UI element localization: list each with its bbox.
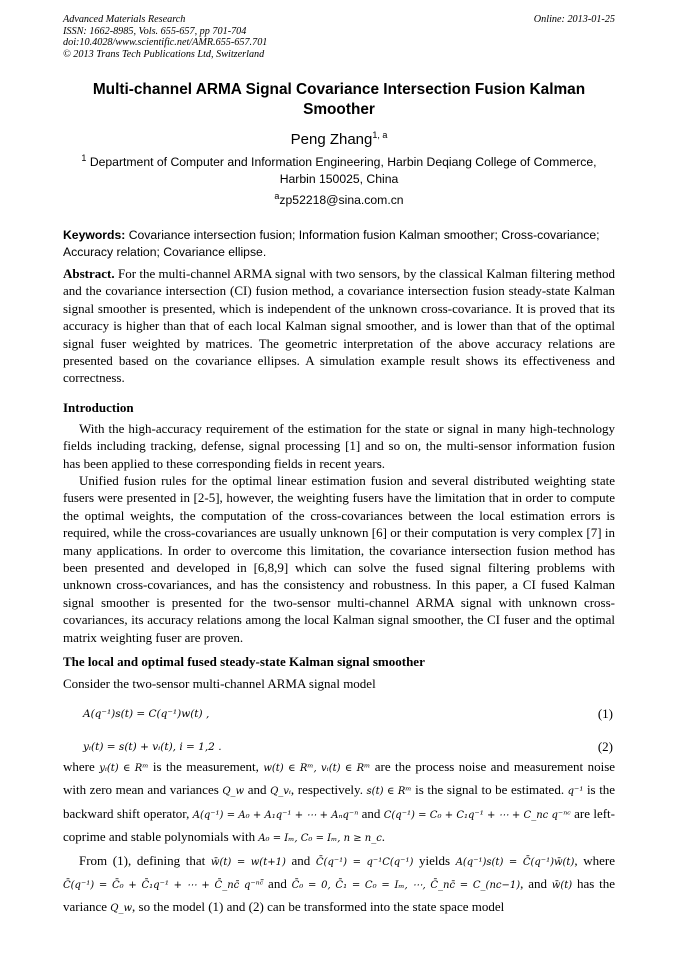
text-fragment: and xyxy=(291,852,311,868)
affiliation xyxy=(63,154,615,188)
text-fragment: has the variance xyxy=(63,876,616,915)
intro-paragraph-1: With the high-accuracy requirement of the estimation for the state or signal in many high-technology fields including tracking, defense, signal processing [1] and so on, the multi-sensor information fusion has been applied to these corresponding fields in recent years. xyxy=(63,421,615,471)
text-fragment: and xyxy=(247,782,267,798)
text-fragment: , xyxy=(574,852,578,868)
math-cbar: C̄(q⁻¹) = q⁻¹C(q⁻¹) xyxy=(315,856,414,868)
text-fragment: where xyxy=(63,759,95,774)
math-a-poly: A(q⁻¹) = A₀ + A₁q⁻¹ + ⋯ + Aₙq⁻ⁿ xyxy=(192,809,359,821)
math-qw: Q_w xyxy=(222,786,245,798)
math-signal: s(t) ∈ Rᵐ xyxy=(366,786,412,798)
journal-name: Advanced Materials Research xyxy=(63,14,186,25)
math-initial: A₀ = Iₘ, C₀ = Iₘ, n ≥ n_c xyxy=(258,833,382,845)
text-fragment: where xyxy=(583,852,615,868)
math-c-poly: C(q⁻¹) = C₀ + C₁q⁻¹ + ⋯ + C_nc q⁻ⁿᶜ xyxy=(383,809,571,821)
model-description xyxy=(63,756,615,920)
equation-2: yᵢ(t) = s(t) + vᵢ(t), i = 1,2 . xyxy=(83,741,222,753)
math-cbar-poly: C̄(q⁻¹) = C̄₀ + C̄₁q⁻¹ + ⋯ + C̄_nc̄ q⁻ⁿᶜ̄ xyxy=(63,880,264,892)
author xyxy=(63,131,615,149)
section-heading-introduction: Introduction xyxy=(63,400,134,415)
affiliation-sup: 1 xyxy=(81,152,87,163)
paper-title: Multi-channel ARMA Signal Covariance Intersection Fusion Kalman Smoother xyxy=(92,81,586,118)
math-wbar-2: w̄(t) xyxy=(551,880,573,892)
email-sup: a xyxy=(274,190,280,201)
journal-header xyxy=(63,14,615,60)
text-fragment: left-coprime and stable polynomials with xyxy=(63,805,615,845)
math-wbar: w̄(t) = w(t+1) xyxy=(210,856,286,868)
text-fragment: are the process noise and measurement noise xyxy=(374,759,616,774)
email xyxy=(63,192,615,209)
keywords-label: Keywords: xyxy=(63,228,126,242)
keywords-text: Covariance intersection fusion; Information fusion Kalman smoother; Cross-covariance; Accuracy relation; Covariance ellipse. xyxy=(63,228,600,259)
text-fragment: is the signal to be estimated. xyxy=(415,782,565,798)
abstract xyxy=(63,265,615,387)
email-address[interactable]: zp52218@sina.com.cn xyxy=(279,193,404,207)
issn: ISSN: 1662-8985, Vols. 655-657, pp 701-704 xyxy=(63,25,247,37)
intro-paragraph-2: Unified fusion rules for the optimal linear estimation fusion and several distributed weighting state fusers were presented in [2-5], however, the weighting fusers have the limitation that in order to compute the optimal weights, the computation of the cross-covariances between the local estimation errors is required, while the cross-covariances are usually unknown [6] or their computation is very complex [7] in many applications. In order to overcome this limitation, the covariance intersection fusion method has been presented and developed in [6,8,9] which can solve the fused signal filtering problems with unknown cross-covariances, and has the consistency and robustness. In this paper, a CI fused Kalman signal smoother is presented for the two-sensor multi-channel ARMA signal with unknown cross-covariances, its accuracy relations among the local Kalman signal smoother, the CI fuser and the optimal matrix weighting fuser are proven. xyxy=(63,473,615,645)
text-fragment: , xyxy=(132,899,136,915)
author-sup: 1, a xyxy=(372,130,388,140)
keywords xyxy=(63,227,615,261)
math-shift: q⁻¹ xyxy=(567,786,584,798)
model-intro: Consider the two-sensor multi-channel ARMA signal model xyxy=(63,676,376,691)
text-fragment: the backward shift operator, xyxy=(63,782,616,821)
equation-1: A(q⁻¹)s(t) = C(q⁻¹)w(t) , xyxy=(83,708,210,720)
author-name: Peng Zhang xyxy=(290,131,373,148)
math-cbar-coef: C̄₀ = 0, C̄₁ = C₀ = Iₘ, ⋯, C̄_nc̄ = C_(nc−1) xyxy=(291,880,521,892)
math-qw-2: Q_w xyxy=(110,903,133,915)
math-model: A(q⁻¹)s(t) = C̄(q⁻¹)w̄(t) xyxy=(455,856,575,868)
abstract-label: Abstract. xyxy=(63,266,115,281)
affiliation-text: Department of Computer and Information Engineering, Harbin Deqiang College of Commerce, Harbin 150025, China xyxy=(89,155,597,186)
copyright: © 2013 Trans Tech Publications Ltd, Switzerland xyxy=(63,48,265,60)
text-fragment: From (1), defining that xyxy=(79,852,206,868)
text-fragment: . xyxy=(381,829,386,845)
text-fragment: so the model (1) and (2) can be transformed into the state space model xyxy=(138,899,505,915)
equation-2-number: (2) xyxy=(597,739,613,754)
text-fragment: , and xyxy=(520,876,547,892)
text-fragment: and xyxy=(361,805,381,821)
doi: doi:10.4028/www.scientific.net/AMR.655-657.701 xyxy=(63,37,268,49)
text-fragment: with zero mean and variances xyxy=(63,782,219,798)
abstract-text: For the multi-channel ARMA signal with two sensors, by the classical Kalman filtering method and the covariance intersection (CI) fusion method, a covariance intersection fusion steady-state Kalman signal smoother is presented, which is independent of the unknown cross-covariance. It is proved that its accuracy is higher than that of each local Kalman signal smoother, and is lower than that of the optimal signal fuser weighted by matrices. The geometric interpretation of the above accuracy relations are presented based on the covariance ellipses. A simulation example result shows its effectiveness and correctness. xyxy=(63,266,616,386)
math-qv: Q_vᵢ xyxy=(270,786,291,798)
online-date: Online: 2013-01-25 xyxy=(533,14,615,25)
text-fragment: are xyxy=(574,805,590,821)
math-measurement: yᵢ(t) ∈ Rᵐ xyxy=(99,763,149,774)
math-noises: w(t) ∈ Rᵐ, vᵢ(t) ∈ Rᵐ xyxy=(263,763,371,774)
text-fragment: , respectively. xyxy=(290,782,363,798)
text-fragment: is the measurement, xyxy=(152,759,259,774)
text-fragment: yields xyxy=(419,852,451,868)
text-fragment: is xyxy=(586,782,596,798)
section-heading-local-fused: The local and optimal fused steady-state Kalman signal smoother xyxy=(63,654,425,669)
text-fragment: and xyxy=(268,876,287,892)
equation-1-number: (1) xyxy=(597,706,613,721)
